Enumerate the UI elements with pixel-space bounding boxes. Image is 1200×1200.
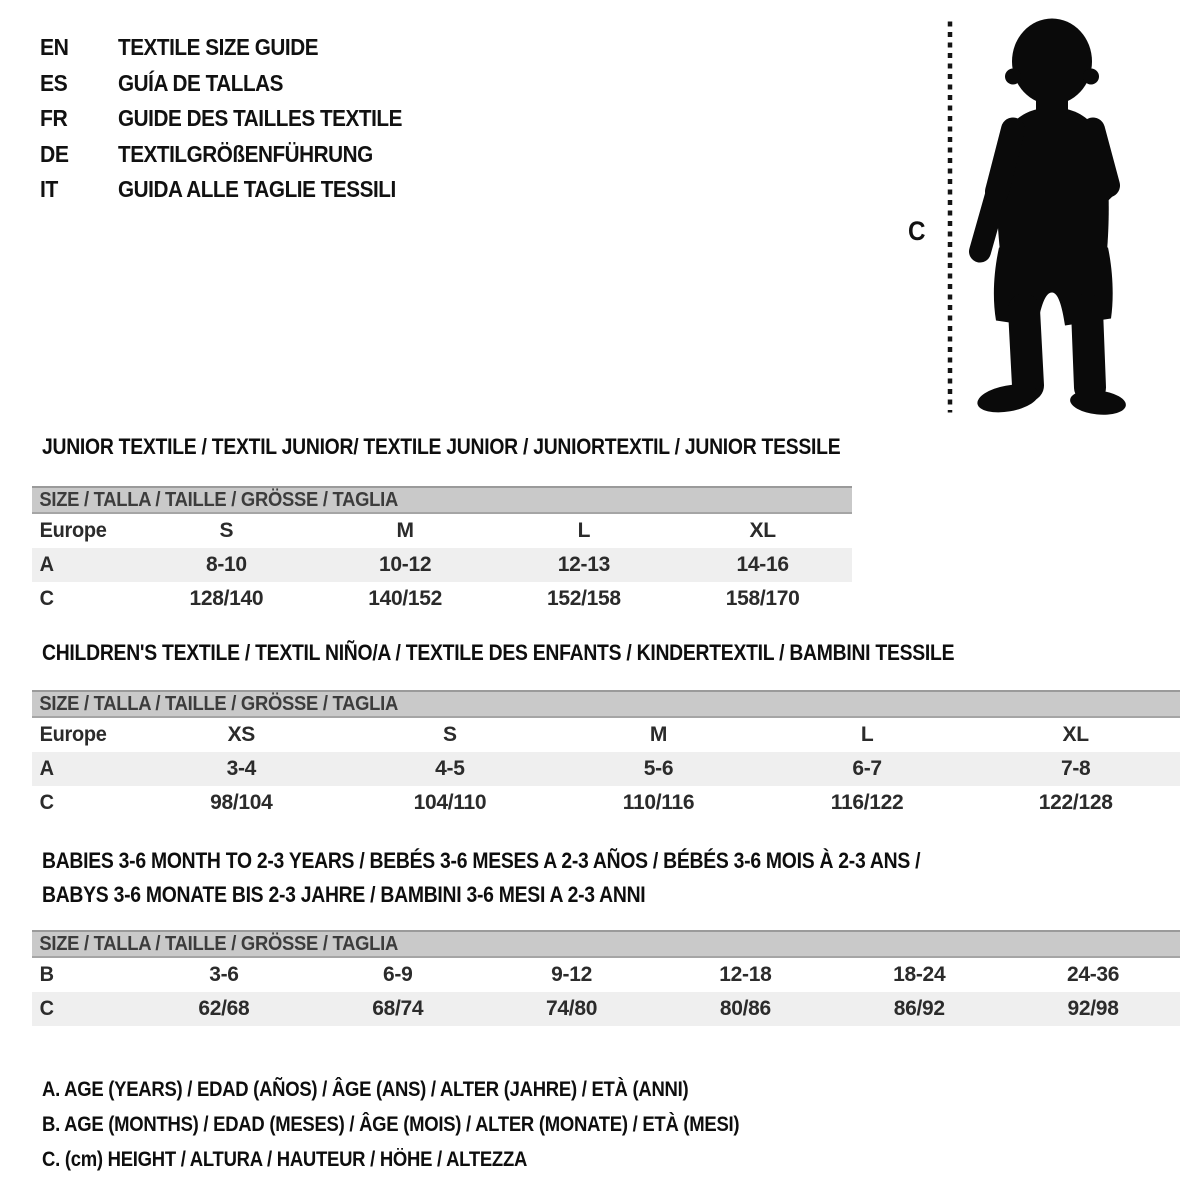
row-label: B [39, 963, 54, 986]
months-cell: 9-12 [551, 963, 592, 986]
legend-line-b [42, 1107, 834, 1142]
lang-row-en [40, 30, 434, 66]
children-size-header-bar [32, 690, 1180, 718]
size-cell: M [649, 723, 668, 746]
babies-row-height [32, 992, 1180, 1026]
legend-line-c [42, 1142, 834, 1177]
lang-label-it: GUIDA ALLE TAGLIE TESSILI [118, 176, 396, 203]
row-label: C [39, 997, 54, 1020]
row-label: A [39, 553, 54, 576]
age-cell: 4-5 [435, 757, 465, 780]
children-row-age [32, 752, 1180, 786]
junior-row-europe [32, 514, 852, 548]
height-cell: 80/86 [719, 997, 771, 1020]
months-cell: 12-18 [719, 963, 772, 986]
height-cell: 158/170 [725, 587, 800, 610]
height-cell: 98/104 [210, 791, 273, 814]
lang-row-es [40, 66, 434, 102]
age-cell: 10-12 [379, 553, 432, 576]
size-cell: XL [749, 519, 776, 542]
babies-section-title-line2: BABYS 3-6 MONATE BIS 2-3 JAHRE / BAMBINI 3-6 MESI A 2-3 ANNI [42, 882, 646, 907]
babies-size-table [32, 930, 1180, 1026]
months-cell: 24-36 [1066, 963, 1120, 986]
size-cell: M [396, 519, 414, 542]
lang-row-it [40, 172, 434, 208]
height-cell: 128/140 [189, 587, 264, 610]
height-cell: 140/152 [368, 587, 443, 610]
height-cell: 110/116 [622, 791, 695, 814]
babies-row-months [32, 958, 1180, 992]
height-cell: 104/110 [413, 791, 487, 814]
age-cell: 12-13 [557, 553, 610, 576]
measurement-legend [42, 1072, 834, 1177]
size-cell: XL [1062, 723, 1089, 746]
age-cell: 14-16 [736, 553, 789, 576]
height-cell: 62/68 [198, 997, 250, 1020]
size-cell: L [860, 723, 874, 746]
legend-text-b: B. AGE (MONTHS) / EDAD (MESES) / ÂGE (MOIS) / ALTER (MONATE) / ETÀ (MESI) [42, 1112, 740, 1136]
babies-section-title-line1: BABIES 3-6 MONTH TO 2-3 YEARS / BEBÉS 3-6 MESES A 2-3 AÑOS / BÉBÉS 3-6 MOIS À 2-3 ANS / [42, 848, 921, 873]
lang-label-en: TEXTILE SIZE GUIDE [118, 34, 319, 61]
junior-size-header-bar [32, 486, 852, 514]
height-cell: 74/80 [546, 997, 598, 1020]
age-cell: 5-6 [643, 757, 674, 780]
legend-text-c: C. (cm) HEIGHT / ALTURA / HAUTEUR / HÖHE / ALTEZZA [42, 1147, 528, 1171]
toddler-silhouette-icon [975, 19, 1127, 418]
age-cell: 3-4 [226, 757, 257, 780]
height-cell: 68/74 [372, 997, 424, 1020]
junior-row-age [32, 548, 852, 582]
age-cell: 8-10 [205, 553, 247, 576]
junior-size-header-text: SIZE / TALLA / TAILLE / GRÖSSE / TAGLIA [39, 488, 398, 511]
children-row-europe [32, 718, 1180, 752]
height-cell: 86/92 [893, 997, 945, 1020]
height-measure-label: C [908, 216, 926, 246]
language-title-block [40, 30, 434, 208]
babies-size-header-bar [32, 930, 1180, 958]
months-cell: 6-9 [383, 963, 413, 986]
junior-section-title: JUNIOR TEXTILE / TEXTIL JUNIOR/ TEXTILE JUNIOR / JUNIORTEXTIL / JUNIOR TESSILE [42, 434, 841, 459]
lang-label-de: TEXTILGRÖßENFÜHRUNG [118, 140, 373, 167]
months-cell: 3-6 [209, 963, 239, 986]
children-row-height [32, 786, 1180, 820]
size-cell: S [443, 723, 457, 746]
row-label: Europe [39, 519, 107, 542]
months-cell: 18-24 [893, 963, 946, 986]
height-cell: 152/158 [546, 587, 621, 610]
height-cell: 92/98 [1067, 997, 1119, 1020]
babies-size-header-text: SIZE / TALLA / TAILLE / GRÖSSE / TAGLIA [39, 932, 398, 955]
row-label: C [39, 791, 54, 814]
size-cell: XS [227, 723, 255, 746]
lang-label-fr: GUIDE DES TAILLES TEXTILE [118, 105, 402, 132]
height-cell: 116/122 [830, 791, 904, 814]
age-cell: 6-7 [852, 757, 882, 780]
row-label: Europe [39, 723, 107, 746]
row-label: C [39, 587, 54, 610]
lang-code-fr: FR [40, 105, 68, 132]
row-label: A [39, 757, 54, 780]
children-section-title: CHILDREN'S TEXTILE / TEXTIL NIÑO/A / TEXTILE DES ENFANTS / KINDERTEXTIL / BAMBINI TESSILE [42, 640, 955, 665]
lang-code-it: IT [40, 176, 58, 203]
legend-text-a: A. AGE (YEARS) / EDAD (AÑOS) / ÂGE (ANS) / ALTER (JAHRE) / ETÀ (ANNI) [42, 1077, 689, 1101]
junior-size-table [32, 486, 852, 616]
size-cell: S [219, 519, 234, 542]
lang-row-fr [40, 101, 434, 137]
lang-row-de [40, 137, 434, 173]
lang-code-es: ES [40, 69, 68, 96]
size-cell: L [577, 519, 591, 542]
lang-label-es: GUÍA DE TALLAS [118, 69, 284, 96]
height-cell: 122/128 [1038, 791, 1113, 814]
height-measure-figure [900, 8, 1150, 426]
legend-line-a [42, 1072, 834, 1107]
lang-code-en: EN [40, 34, 69, 61]
age-cell: 7-8 [1060, 757, 1091, 780]
lang-code-de: DE [40, 140, 69, 167]
children-size-table [32, 690, 1180, 820]
junior-row-height [32, 582, 852, 616]
children-size-header-text: SIZE / TALLA / TAILLE / GRÖSSE / TAGLIA [39, 692, 398, 715]
